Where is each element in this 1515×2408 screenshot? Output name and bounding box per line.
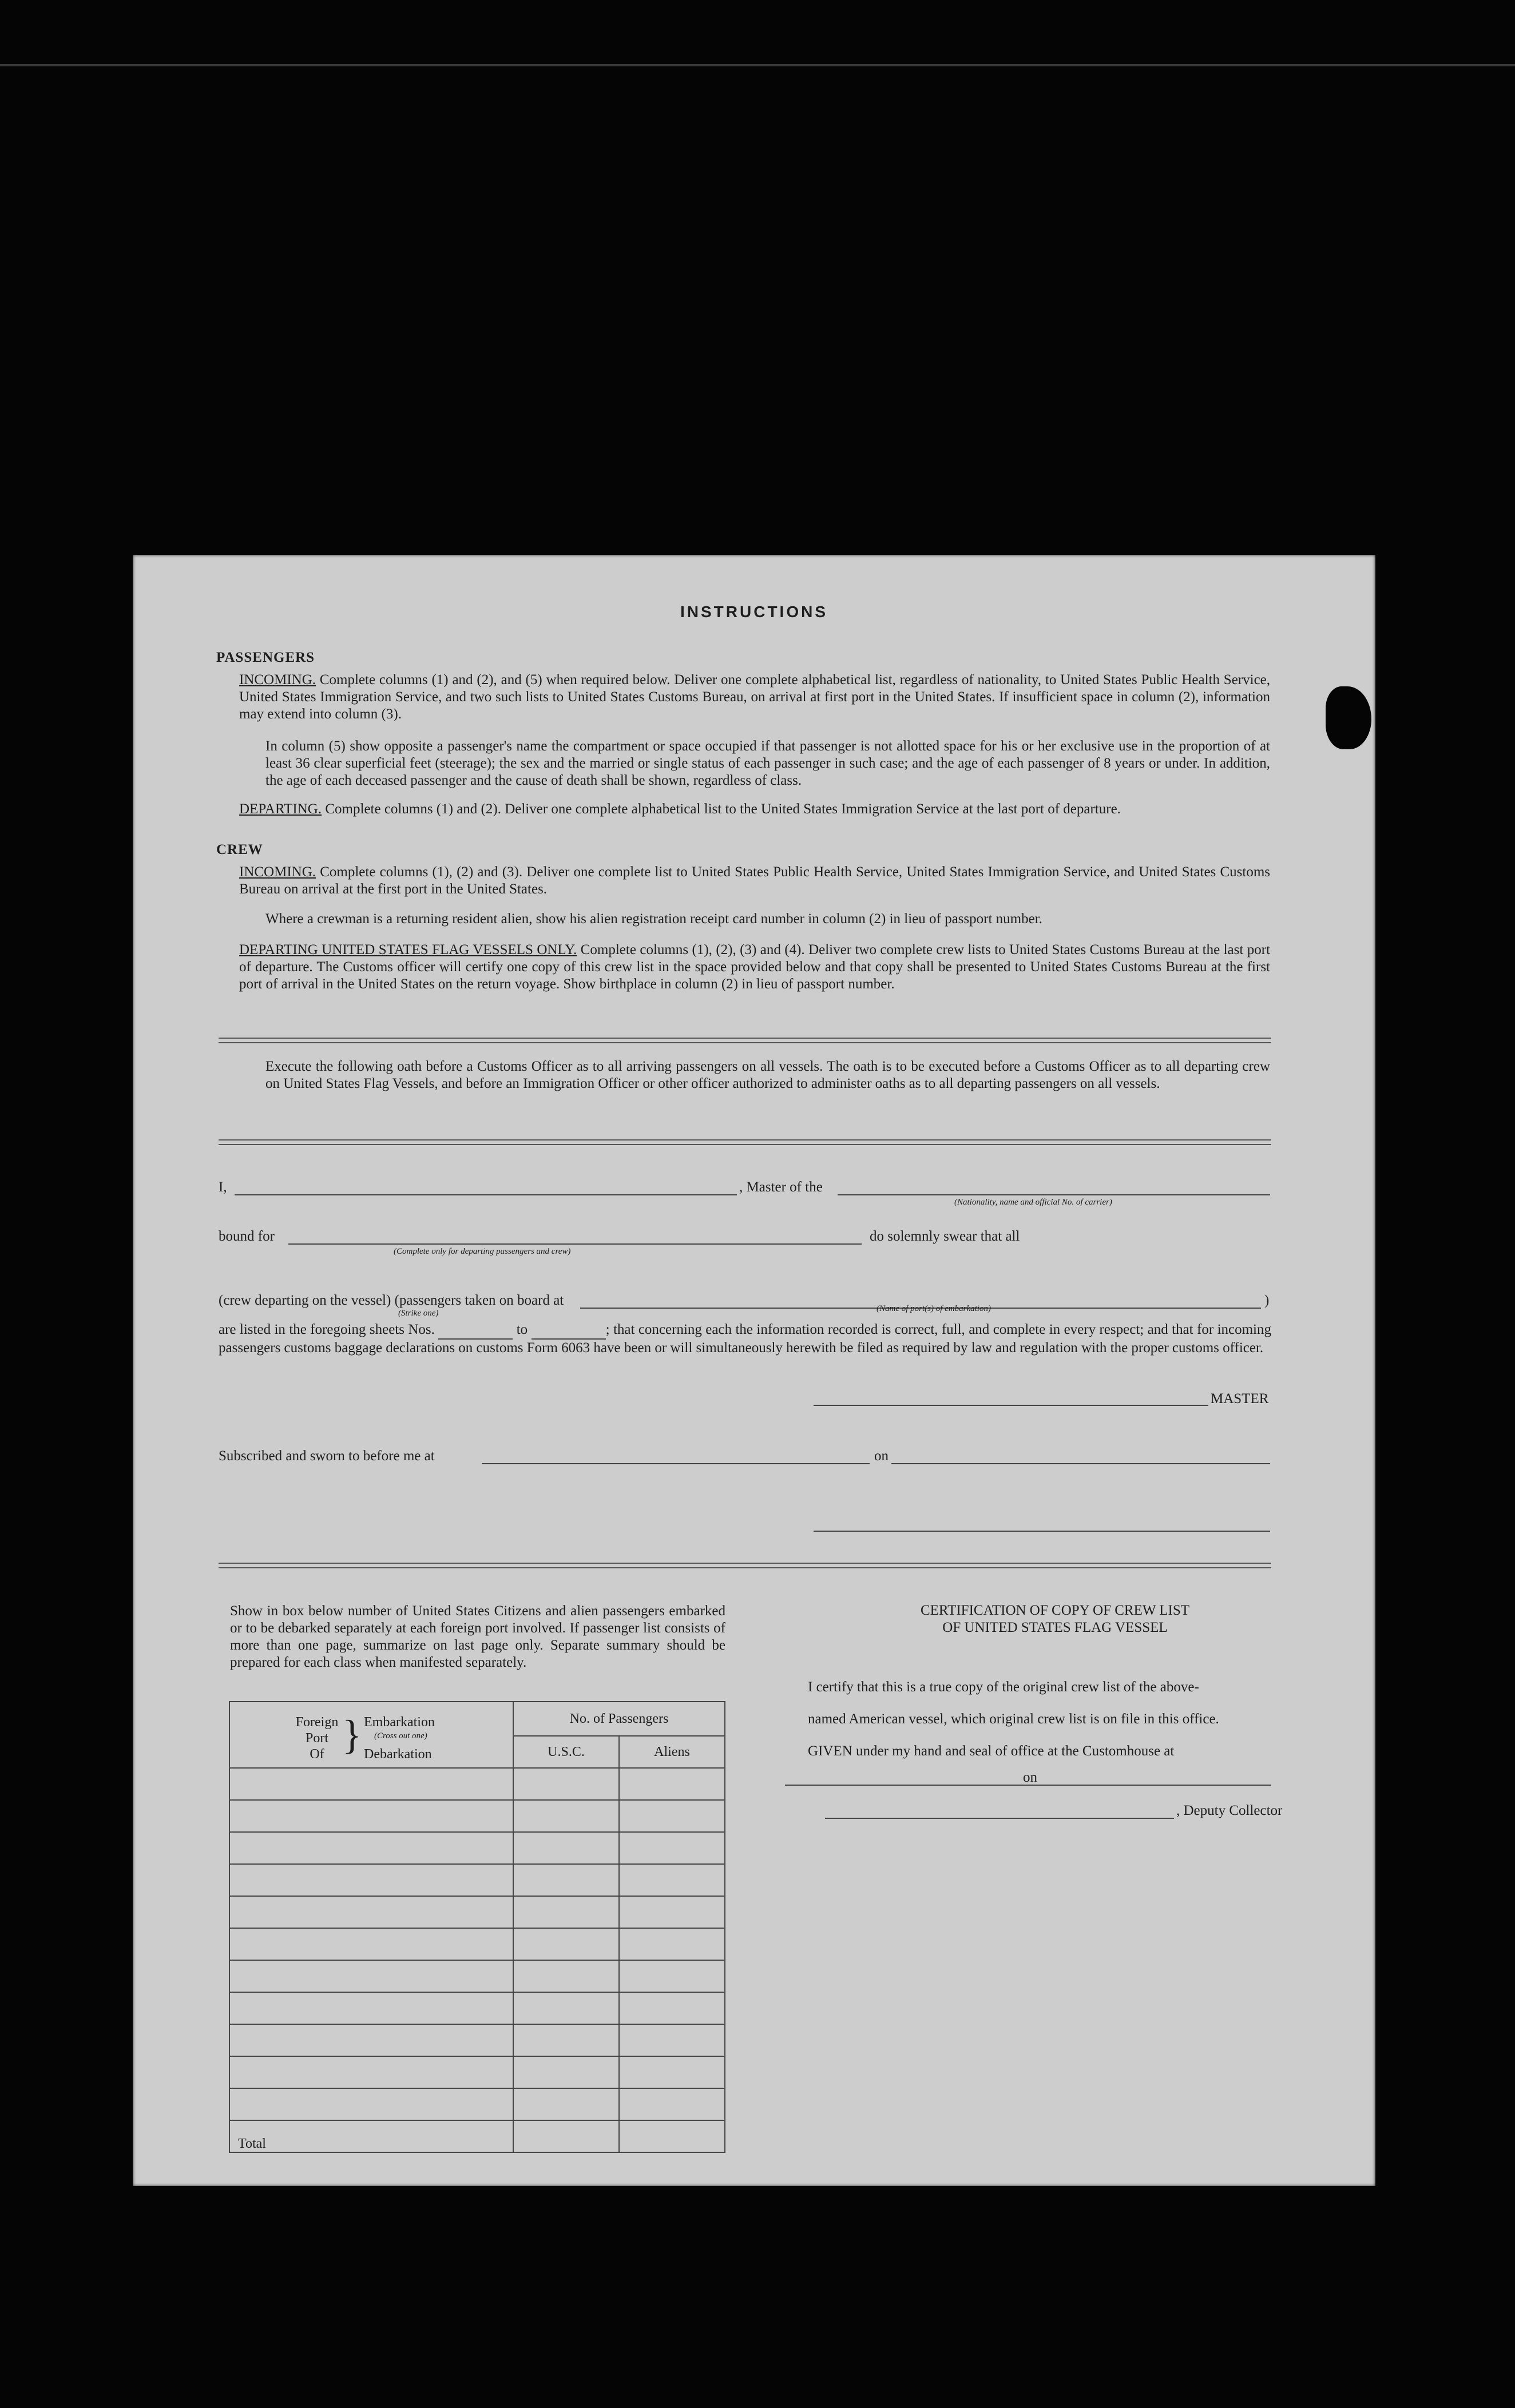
aliens-cell[interactable] — [619, 2056, 725, 2088]
sworn-date-field[interactable] — [891, 1463, 1270, 1464]
complete-only-caption: (Complete only for departing passengers and crew) — [394, 1247, 571, 1256]
crew-incoming-text: Complete columns (1), (2) and (3). Deliver one complete list to United States Public Health Service, United States Immigration Service, and United States Customs Bureau on arrival at the first port in the United States. — [239, 864, 1270, 897]
crew-departing-text: Complete columns (1), (2), (3) and (4). Deliver two complete crew lists to United States Customs Bureau at the last port of departure. The Customs officer will certify one copy of this crew list in the space provided below and that copy shall be presented to United States Customs Bureau at the first port of arrival in the United States on the return voyage. Show birthplace in column (2) in lieu of passport number. — [239, 942, 1271, 992]
nationality-caption: (Nationality, name and official No. of carrier) — [954, 1198, 1112, 1207]
usc-cell[interactable] — [513, 2024, 619, 2056]
total-label: Total — [229, 2120, 513, 2152]
certification-date-field[interactable] — [1042, 1785, 1271, 1786]
crew-incoming-label: INCOMING. — [239, 864, 316, 880]
usc-cell[interactable] — [513, 1992, 619, 2024]
debarkation-label: Debarkation — [364, 1747, 432, 1762]
table-row — [229, 1768, 725, 1800]
aliens-cell[interactable] — [619, 1992, 725, 2024]
usc-cell[interactable] — [513, 1832, 619, 1864]
usc-cell[interactable] — [513, 1768, 619, 1800]
table-row — [229, 2056, 725, 2088]
total-usc-cell[interactable] — [513, 2120, 619, 2152]
subscribed-label: Subscribed and sworn to before me at — [219, 1448, 435, 1464]
port-cell[interactable] — [229, 1928, 513, 1960]
port-cell[interactable] — [229, 1768, 513, 1800]
divider-line — [219, 1139, 1271, 1141]
usc-cell[interactable] — [513, 1896, 619, 1928]
listed-prefix: are listed in the foregoing sheets Nos. — [219, 1322, 435, 1337]
divider-line — [219, 1144, 1271, 1145]
bound-for-field[interactable] — [288, 1243, 862, 1245]
port-cell[interactable] — [229, 1832, 513, 1864]
swear-label: do solemnly swear that all — [870, 1229, 1020, 1244]
aliens-cell[interactable] — [619, 2024, 725, 2056]
aliens-cell[interactable] — [619, 1832, 725, 1864]
crew-resident-paragraph: Where a crewman is a returning resident alien, show his alien registration receipt card number in column (2) in lieu of passport number. — [265, 911, 1042, 927]
port-label: Port — [305, 1731, 328, 1746]
crew-departing-label: (crew departing on the vessel) (passengers taken on board at — [219, 1293, 564, 1308]
divider-line — [219, 1567, 1271, 1568]
passengers-incoming-paragraph — [239, 671, 1270, 723]
table-header-row — [229, 1702, 725, 1736]
film-edge-line — [0, 64, 1515, 66]
table-row — [229, 2024, 725, 2056]
passengers-incoming-text: Complete columns (1) and (2), and (5) when required below. Deliver one complete alphabetical list, regardless of nationality, to United States Public Health Service, United States Immigration Service, and two such lists to United States Customs Bureau, on arrival at first port in the United States. If insufficient space in column (2), information may extend into column (3). — [239, 672, 1271, 722]
oath-intro-paragraph: Execute the following oath before a Customs Officer as to all arriving passengers on all vessels. The oath is to be executed before a Customs Officer as to all departing crew on United States Flag Vessels, and before an Immigration Officer or other officer authorized to administer oaths as to all departing passengers on all vessels. — [265, 1059, 1270, 1091]
table-row — [229, 2088, 725, 2120]
total-row — [229, 2120, 725, 2152]
certification-title-2: OF UNITED STATES FLAG VESSEL — [942, 1620, 1168, 1635]
torn-edge-mark — [1326, 686, 1371, 749]
table-row — [229, 1896, 725, 1928]
aliens-cell[interactable] — [619, 1864, 725, 1896]
page-title: INSTRUCTIONS — [680, 603, 828, 621]
total-aliens-cell[interactable] — [619, 2120, 725, 2152]
deputy-collector-label: , Deputy Collector — [1176, 1803, 1283, 1818]
crew-departing-label: DEPARTING UNITED STATES FLAG VESSELS ONLY. — [239, 942, 577, 957]
divider-line — [219, 1042, 1271, 1043]
table-row — [229, 1800, 725, 1832]
usc-cell[interactable] — [513, 2056, 619, 2088]
table-row — [229, 1832, 725, 1864]
of-label: Of — [310, 1747, 324, 1762]
divider-line — [219, 1038, 1271, 1039]
certification-title-1: CERTIFICATION OF COPY OF CREW LIST — [920, 1603, 1190, 1618]
bound-for-label: bound for — [219, 1229, 275, 1244]
sheet-from-field[interactable] — [438, 1321, 513, 1340]
passengers-column5-paragraph: In column (5) show opposite a passenger's name the compartment or space occupied if that passenger is not allotted space for his or her exclusive use in the proportion of at least 36 clear superficial feet (steerage); the sex and the married or single status of each passenger in such case; and the age of each passenger of 8 years or under. In addition, the age of each deceased passenger and the cause of death shall be shown, regardless of class. — [265, 738, 1270, 788]
no-passengers-header: No. of Passengers — [513, 1702, 725, 1736]
usc-header: U.S.C. — [513, 1736, 619, 1768]
passengers-departing-paragraph — [239, 801, 1270, 818]
brace-icon: } — [342, 1712, 362, 1758]
officer-signature-field[interactable] — [814, 1531, 1270, 1532]
port-cell[interactable] — [229, 1992, 513, 2024]
sheet-to-field[interactable] — [532, 1321, 606, 1340]
master-of-label: , Master of the — [739, 1179, 823, 1195]
usc-cell[interactable] — [513, 1864, 619, 1896]
sworn-on-label: on — [870, 1448, 893, 1464]
aliens-cell[interactable] — [619, 1928, 725, 1960]
embarkation-label: Embarkation — [364, 1715, 435, 1730]
usc-cell[interactable] — [513, 2088, 619, 2120]
summary-instructions: Show in box below number of United States Citizens and alien passengers embarked or to be debarked separately at each foreign port involved. If passenger list consists of more than one page, summarize on last page only. Separate summary should be prepared for each class when manifested separately. — [230, 1603, 725, 1670]
port-header-cell — [229, 1702, 513, 1768]
close-paren: ) — [1264, 1293, 1270, 1308]
table-row — [229, 1992, 725, 2024]
port-cell[interactable] — [229, 1896, 513, 1928]
cross-out-caption: (Cross out one) — [374, 1731, 427, 1741]
listed-to: to — [516, 1322, 528, 1337]
port-cell[interactable] — [229, 2056, 513, 2088]
certification-text-2: named American vessel, which original crew list is on file in this office. — [808, 1711, 1219, 1727]
passengers-departing-label: DEPARTING. — [239, 801, 322, 817]
table-row — [229, 1864, 725, 1896]
port-cell[interactable] — [229, 2088, 513, 2120]
table-row — [229, 1960, 725, 1992]
passengers-incoming-label: INCOMING. — [239, 672, 316, 688]
port-header-left — [294, 1714, 340, 1762]
crew-incoming-paragraph — [239, 864, 1270, 898]
master-label: MASTER — [1211, 1391, 1269, 1406]
table-row — [229, 1928, 725, 1960]
aliens-cell[interactable] — [619, 2088, 725, 2120]
oath-i-label: I, — [219, 1179, 227, 1195]
listed-paragraph — [219, 1321, 1271, 1357]
usc-cell[interactable] — [513, 1960, 619, 1992]
certification-text-1: I certify that this is a true copy of the original crew list of the above- — [808, 1679, 1199, 1695]
certification-given: GIVEN under my hand and seal of office at the Customhouse at — [808, 1743, 1175, 1759]
form-page — [133, 555, 1375, 2186]
port-cell[interactable] — [229, 2024, 513, 2056]
aliens-cell[interactable] — [619, 1768, 725, 1800]
strike-one-caption: (Strike one) — [398, 1309, 439, 1318]
divider-line — [219, 1563, 1271, 1564]
passengers-heading: PASSENGERS — [216, 650, 315, 665]
port-cell[interactable] — [229, 1864, 513, 1896]
usc-cell[interactable] — [513, 1800, 619, 1832]
foreign-label: Foreign — [295, 1715, 339, 1730]
passenger-summary-table — [229, 1701, 725, 2153]
port-cell[interactable] — [229, 1960, 513, 1992]
crew-departing-paragraph — [239, 941, 1270, 993]
aliens-cell[interactable] — [619, 1800, 725, 1832]
master-signature-field[interactable] — [814, 1405, 1208, 1406]
crew-heading: CREW — [216, 842, 263, 857]
master-name-field[interactable] — [235, 1194, 737, 1195]
aliens-header: Aliens — [619, 1736, 725, 1768]
passengers-departing-text: Complete columns (1) and (2). Deliver one complete alphabetical list to the United States Immigration Service at the last port of departure. — [325, 801, 1121, 817]
aliens-cell[interactable] — [619, 1960, 725, 1992]
port-caption: (Name of port(s) of embarkation) — [877, 1304, 991, 1313]
aliens-cell[interactable] — [619, 1896, 725, 1928]
carrier-field[interactable] — [838, 1194, 1270, 1195]
listed-text: ; that concerning each the information recorded is correct, full, and complete in every respect; and that for incoming passengers customs baggage declarations on customs Form 6063 have been or will simultaneously herewith be filed as required by law and regulation with the proper customs officer. — [219, 1322, 1272, 1356]
deputy-signature-field[interactable] — [825, 1818, 1174, 1819]
usc-cell[interactable] — [513, 1928, 619, 1960]
certification-on-label: on — [1023, 1770, 1037, 1785]
port-cell[interactable] — [229, 1800, 513, 1832]
